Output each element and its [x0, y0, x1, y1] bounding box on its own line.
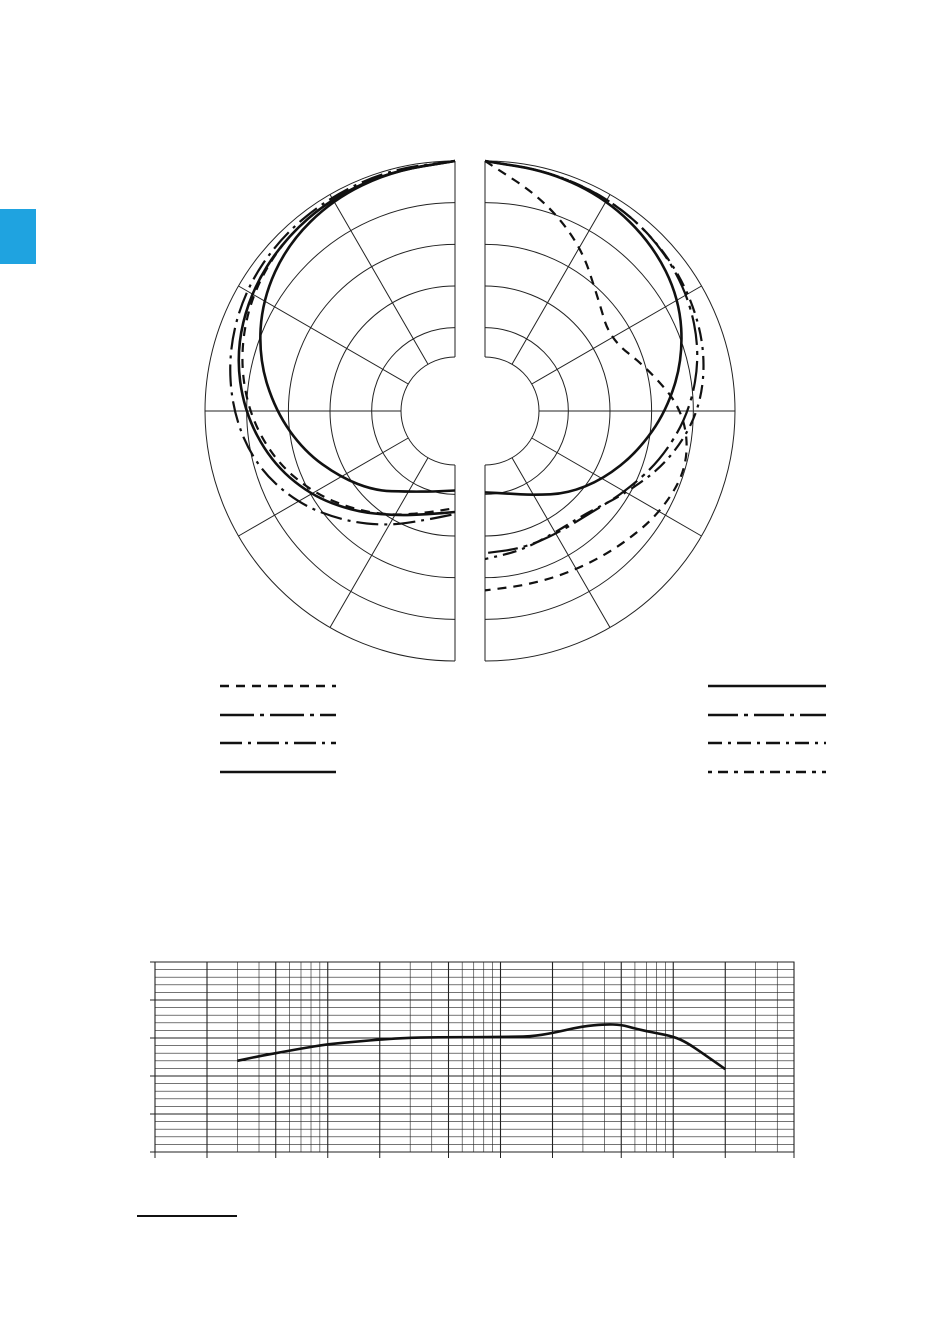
legend-entry: [220, 762, 340, 791]
caption-rule: [137, 1215, 237, 1217]
polar-legend-right: [708, 676, 830, 790]
legend-line-sample: [220, 711, 336, 719]
frequency-grid: [150, 962, 794, 1158]
legend-entry: [220, 705, 340, 734]
legend-line-sample: [220, 739, 336, 747]
legend-line-sample: [220, 682, 336, 690]
polar-center-circle: [401, 357, 455, 465]
legend-entry: [708, 676, 830, 705]
polar-legend-left: [220, 676, 340, 790]
polar-spoke: [512, 458, 610, 628]
legend-line-sample: [708, 711, 826, 719]
legend-entry: [708, 762, 830, 791]
legend-entry: [220, 676, 340, 705]
polar-series-line: [239, 161, 455, 515]
plot-frame: [155, 962, 794, 1152]
legend-line-sample: [220, 768, 336, 776]
frequency-response-line: [237, 1024, 725, 1069]
legend-line-sample: [708, 739, 826, 747]
legend-line-sample: [708, 682, 826, 690]
polar-right-half: [485, 161, 735, 661]
polar-spoke: [330, 458, 428, 628]
polar-spoke: [238, 438, 408, 536]
polar-series-line: [485, 161, 704, 559]
polar-center-circle: [485, 357, 539, 465]
legend-line-sample: [708, 768, 826, 776]
legend-entry: [708, 733, 830, 762]
polar-spoke: [330, 194, 428, 364]
legend-entry: [220, 733, 340, 762]
polar-left-half: [205, 161, 455, 661]
legend-entry: [708, 705, 830, 734]
